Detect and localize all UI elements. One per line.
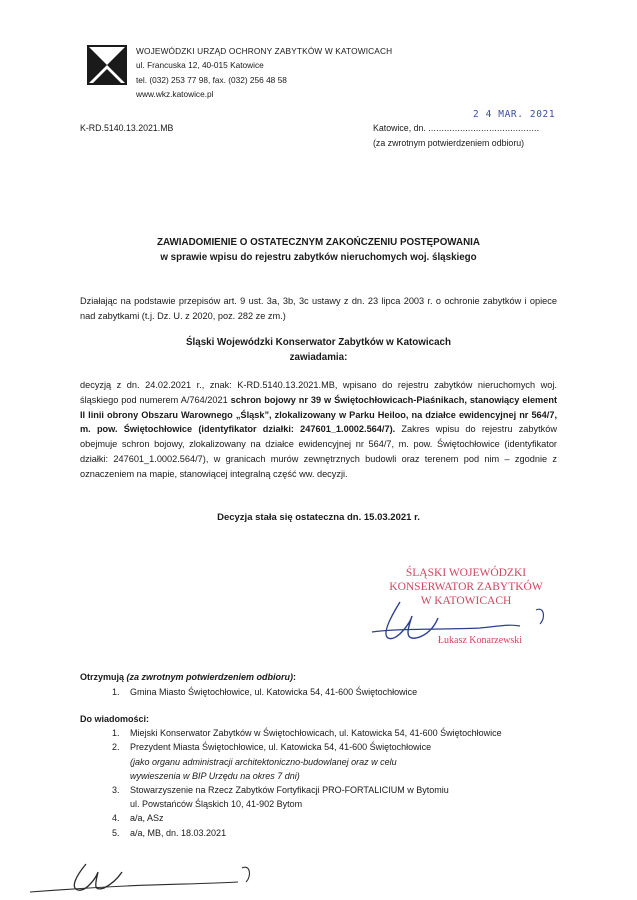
decision-object: schron bojowy nr 39 w Świętochłowicach-Piaśnikach, stanowiący element II linii obrony Obszaru Warownego „Śląsk”, zlokalizowany w Parku Heiloo, na działce ewidencyjnej nr 564/7, m. pow. Świętochłowice (identyfikator działki: 247601_1.0002.564/7). [80,394,558,435]
info-heading: Do wiadomości: [80,714,150,724]
bottom-initials-signature [26,858,266,898]
recipients-heading-line [80,670,417,685]
info-item-3-line-1: Stowarzyszenie na Rzecz Zabytków Fortyfikacji PRO-FORTALICIUM w Bytomiu [130,785,449,796]
recipients-heading-note: (za zwrotnym potwierdzeniem odbioru) [126,672,294,682]
dateline-place: Katowice, dn. [373,123,429,133]
recipients-colon: : [293,672,297,682]
info-item: 4. a/a, ASz [122,811,502,825]
letterhead [136,44,392,101]
recipients-block [80,670,417,700]
document-title [80,236,557,265]
handwritten-signature [360,588,560,650]
date-stamp: 2 4 MAR. 2021 [473,109,556,120]
reference-number: K-RD.5140.13.2021.MB [80,123,174,133]
decision-paragraph [80,378,557,482]
info-item-2-note-1: (jako organu administracji architektoniczno-budowlanej oraz w celu [130,756,397,767]
dateline-note: (za zwrotnym potwierdzeniem odbioru) [373,138,525,148]
title-line-1: ZAWIADOMIENIE O OSTATECZNYM ZAKOŃCZENIU POSTĘPOWANIA [157,237,480,248]
intro-paragraph: Działając na podstawie przepisów art. 9 ust. 3a, 3b, 3c ustawy z dn. 23 lipca 2003 r. o ochronie zabytków i opiece nad zabytkami (t.j. Dz. U. z 2020, poz. 282 ze zm.) [80,296,557,321]
stamp-line-2: KONSERWATOR ZABYTKÓW [389,581,543,593]
info-item [122,740,502,783]
info-item-2-note-2: wywieszenia w BIP Urzędu na okres 7 dni) [130,770,300,781]
stamp-line-3: W KATOWICACH [420,595,512,607]
info-item-2-text: Prezydent Miasta Świętochłowice, ul. Katowicka 54, 41-600 Świętochłowice [130,742,432,753]
title-line-2: w sprawie wpisu do rejestru zabytków nieruchomych woj. śląskiego [160,251,477,263]
org-address: ul. Francuska 12, 40-015 Katowice [136,60,264,71]
info-item-3-line-2: ul. Powstańców Śląskich 10, 41-902 Bytom [130,799,303,810]
org-website: www.wkz.katowice.pl [136,88,214,99]
final-statement: Decyzja stała się ostateczna dn. 15.03.2021 r. [217,512,420,523]
stamp-line-1: ŚLĄSKI WOJEWÓDZKI [405,567,527,579]
stamp-name: Łukasz Konarzewski [437,635,523,646]
recipient-item: 1. Gmina Miasto Świętochłowice, ul. Katowicka 54, 41-600 Świętochłowice [122,685,417,700]
recipients-heading: Otrzymują [80,672,125,682]
decision-text-1: decyzją z dn. 24.02.2021 r., znak: K-RD.5140.13.2021.MB, wpisano do rejestru zabytków nieruchomych woj. śląskiego pod numerem A/764/2021 [80,380,557,405]
info-item: 1. Miejski Konserwator Zabytków w Świętochłowicach, ul. Katowicka 54, 41-600 Świętochłowice [122,726,502,740]
sender-block [80,336,557,365]
sender-line-2: zawiadamia: [289,351,348,363]
office-logo [86,44,128,86]
org-name: WOJEWÓDZKI URZĄD OCHRONY ZABYTKÓW W KATOWICACH [136,46,393,56]
decision-text-2: Zakres wpisu do rejestru zabytków obejmuje schron bojowy, zlokalizowany na działce ewidencyjnej nr 564/7, m. pow. Świętochłowice (identyfikator działki: 247601_1.0002.564/7), w granicach murów zewnętrznych budowli oraz terenem pod nim – zgodnie z oznaczeniem na mapie, stanowiącej integralną część ww. decyzji. [80,424,558,479]
info-item: 5. a/a, MB, dn. 18.03.2021 [122,826,502,840]
dateline [373,123,539,133]
info-block [80,712,502,840]
sender-line-1: Śląski Wojewódzki Konserwator Zabytków w Katowicach [186,337,451,348]
info-item [122,783,502,811]
dateline-dots: .......................................... [428,123,540,133]
org-phone-fax: tel. (032) 253 77 98, fax. (032) 256 48 58 [136,74,287,85]
